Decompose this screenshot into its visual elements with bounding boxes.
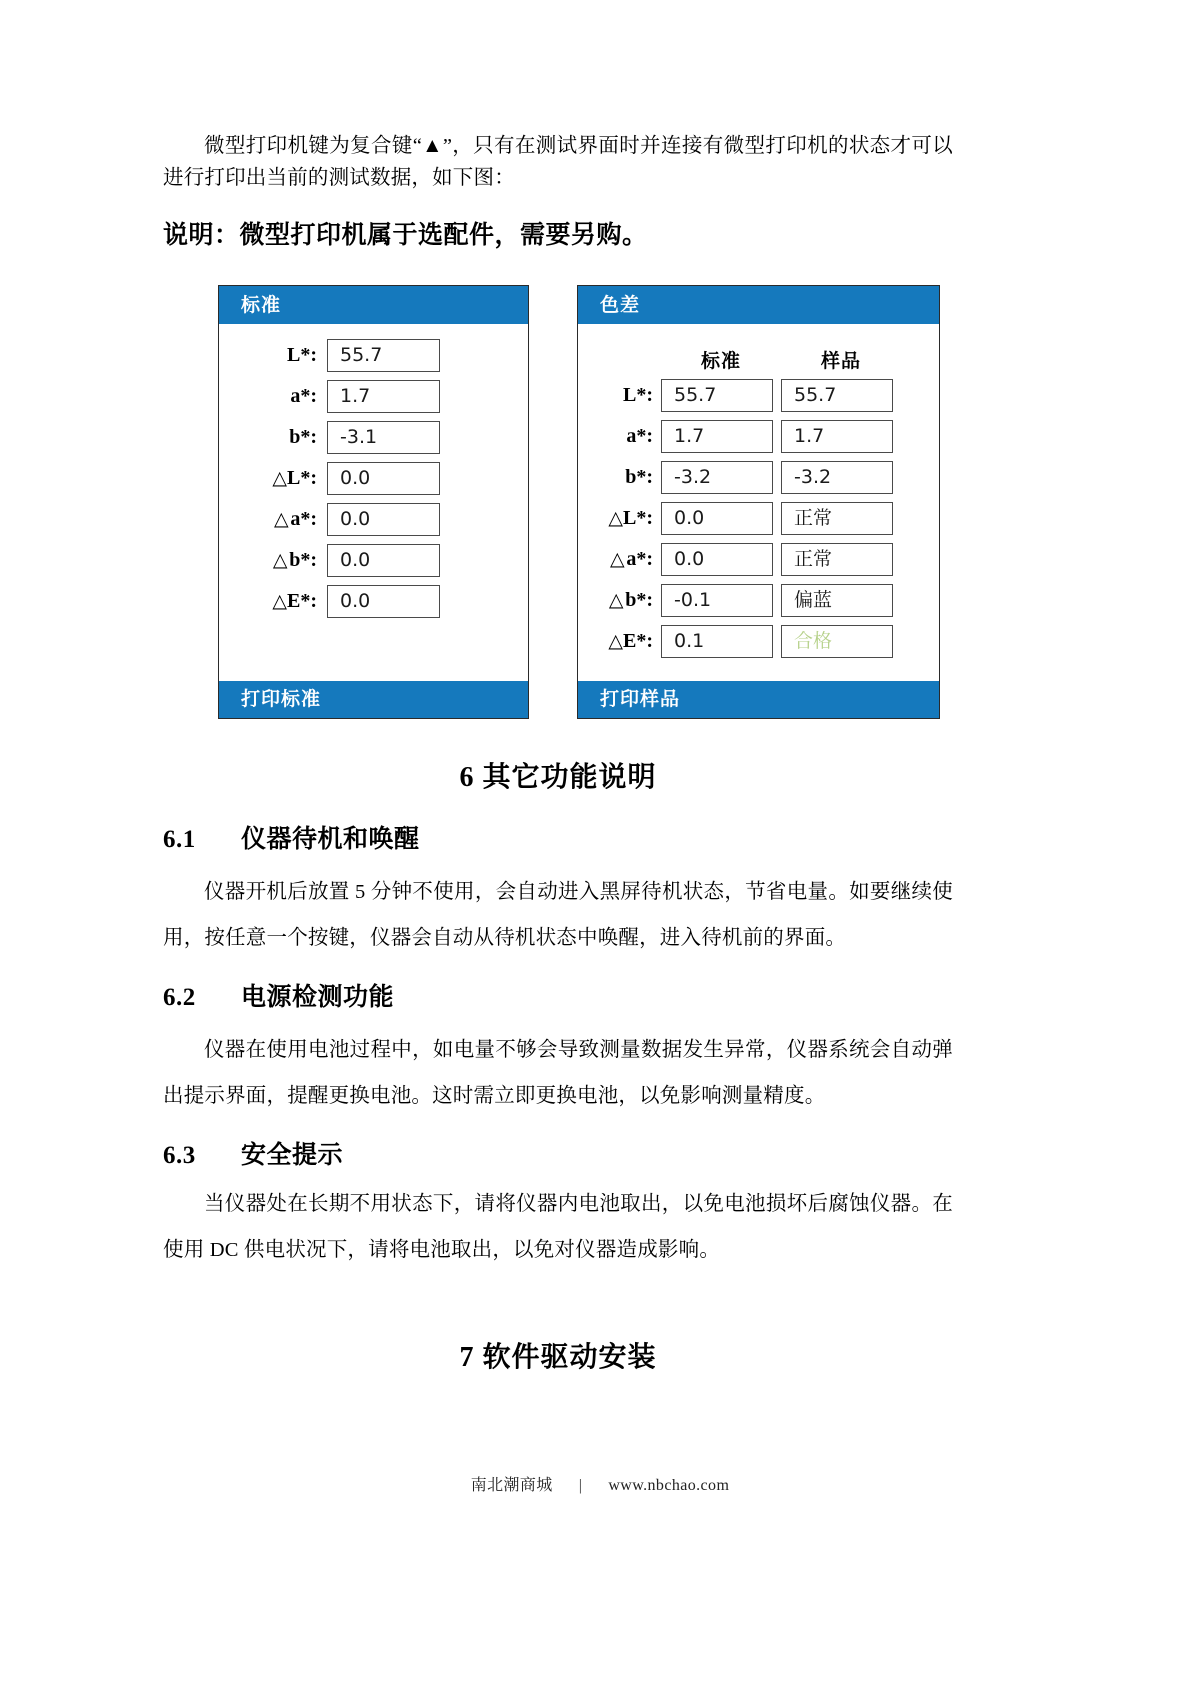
cd-label-delta-e: △E*:	[608, 630, 653, 652]
cd-sample-delta-l[interactable]: 正常	[781, 502, 893, 535]
standard-label-delta-b: △ b*:	[272, 549, 317, 571]
cd-label-delta-a: △ a*:	[610, 548, 653, 570]
color-difference-screen	[577, 285, 940, 719]
page-content	[163, 0, 953, 254]
standard-row-delta-b	[219, 540, 528, 581]
footer-separator: |	[578, 1477, 583, 1494]
standard-label-l: L*:	[286, 344, 317, 366]
chapter-7-heading: 7 软件驱动安装	[459, 1342, 657, 1373]
color-difference-column-headers	[578, 335, 939, 375]
standard-value-delta-a[interactable]: 0.0	[327, 503, 440, 536]
chapter-6-block	[163, 755, 953, 1375]
section-6-1-heading	[163, 819, 953, 855]
standard-row-delta-e	[219, 581, 528, 622]
cd-standard-delta-l[interactable]: 0.0	[661, 502, 773, 535]
triangle-icon: △	[608, 590, 624, 611]
cd-row-l	[578, 375, 939, 416]
section-6-3-heading	[163, 1135, 953, 1171]
note-paragraph: 说明：微型打印机属于选配件，需要另购。	[163, 220, 648, 249]
section-6-1-body: 仪器开机后放置 5 分钟不使用，会自动进入黑屏待机状态，节省电量。如要继续使用，按任意一个按键，仪器会自动从待机状态中唤醒，进入待机前的界面。	[163, 881, 953, 949]
triangle-icon: △	[272, 468, 287, 489]
section-6-2-heading	[163, 977, 953, 1013]
section-6-3-number: 6.3	[163, 1142, 196, 1169]
cd-sample-delta-e-status[interactable]: 合格	[781, 625, 893, 658]
standard-value-a[interactable]: 1.7	[327, 380, 440, 413]
cd-label-delta-b: △ b*:	[608, 589, 653, 611]
print-sample-button[interactable]: 打印样品	[578, 681, 939, 718]
standard-screen-title: 标准	[219, 286, 528, 324]
triangle-icon: △	[274, 509, 289, 530]
standard-row-b	[219, 417, 528, 458]
section-6-2-body: 仪器在使用电池过程中，如电量不够会导致测量数据发生异常，仪器系统会自动弹出提示界面，提醒更换电池。这时需立即更换电池，以免影响测量精度。	[163, 1039, 953, 1107]
standard-label-delta-a: △ a*:	[274, 508, 317, 530]
color-difference-screen-title: 色差	[578, 286, 939, 324]
footer-site-name: 南北潮商城	[470, 1477, 553, 1494]
intro-paragraph: 微型打印机键为复合键“▲”，只有在测试界面时并连接有微型打印机的状态才可以进行打印出当前的测试数据，如下图：	[163, 135, 953, 189]
cd-sample-a[interactable]: 1.7	[781, 420, 893, 453]
standard-value-delta-b[interactable]: 0.0	[327, 544, 440, 577]
standard-screen-body	[219, 324, 528, 681]
cd-standard-l[interactable]: 55.7	[661, 379, 773, 412]
section-6-1-number: 6.1	[163, 826, 196, 853]
triangle-icon: △	[272, 550, 288, 571]
cd-sample-l[interactable]: 55.7	[781, 379, 893, 412]
device-screens-figure	[218, 285, 940, 719]
page-footer	[0, 1472, 1200, 1495]
triangle-icon: △	[608, 508, 623, 529]
column-header-sample: 样品	[820, 350, 861, 372]
cd-row-a	[578, 416, 939, 457]
cd-sample-delta-a[interactable]: 正常	[781, 543, 893, 576]
cd-row-delta-b	[578, 580, 939, 621]
section-6-2-number: 6.2	[163, 984, 196, 1011]
cd-row-b	[578, 457, 939, 498]
cd-sample-b[interactable]: -3.2	[781, 461, 893, 494]
standard-value-delta-l[interactable]: 0.0	[327, 462, 440, 495]
standard-value-b[interactable]: -3.1	[327, 421, 440, 454]
color-difference-screen-body	[578, 324, 939, 681]
section-6-2-title: 电源检测功能	[241, 984, 395, 1011]
standard-label-a: a*:	[290, 385, 317, 407]
standard-label-b: b*:	[289, 426, 317, 448]
cd-standard-b[interactable]: -3.2	[661, 461, 773, 494]
standard-row-l	[219, 335, 528, 376]
cd-label-b: b*:	[625, 466, 653, 488]
cd-label-delta-l: △L*:	[608, 507, 653, 529]
standard-value-l[interactable]: 55.7	[327, 339, 440, 372]
column-header-standard: 标准	[700, 350, 741, 372]
cd-sample-delta-b[interactable]: 偏蓝	[781, 584, 893, 617]
section-6-3-body: 当仪器处在长期不用状态下，请将仪器内电池取出，以免电池损坏后腐蚀仪器。在使用 DC 供电状况下，请将电池取出，以免对仪器造成影响。	[163, 1193, 953, 1261]
cd-label-a: a*:	[626, 425, 653, 447]
cd-standard-delta-a[interactable]: 0.0	[661, 543, 773, 576]
triangle-icon: △	[608, 631, 623, 652]
cd-standard-delta-e[interactable]: 0.1	[661, 625, 773, 658]
standard-row-delta-a	[219, 499, 528, 540]
cd-label-l: L*:	[622, 384, 653, 406]
standard-label-delta-e: △E*:	[272, 590, 317, 612]
section-6-1-title: 仪器待机和唤醒	[241, 826, 420, 853]
standard-row-a	[219, 376, 528, 417]
footer-url: www.nbchao.com	[608, 1477, 730, 1494]
standard-row-delta-l	[219, 458, 528, 499]
cd-standard-a[interactable]: 1.7	[661, 420, 773, 453]
triangle-icon: △	[272, 591, 287, 612]
chapter-6-heading: 6 其它功能说明	[459, 762, 657, 793]
cd-row-delta-e	[578, 621, 939, 662]
standard-label-delta-l: △L*:	[272, 467, 317, 489]
triangle-icon: △	[610, 549, 625, 570]
section-6-3-title: 安全提示	[241, 1142, 344, 1169]
cd-standard-delta-b[interactable]: -0.1	[661, 584, 773, 617]
cd-row-delta-a	[578, 539, 939, 580]
standard-value-delta-e[interactable]: 0.0	[327, 585, 440, 618]
cd-row-delta-l	[578, 498, 939, 539]
standard-screen	[218, 285, 529, 719]
print-standard-button[interactable]: 打印标准	[219, 681, 528, 718]
